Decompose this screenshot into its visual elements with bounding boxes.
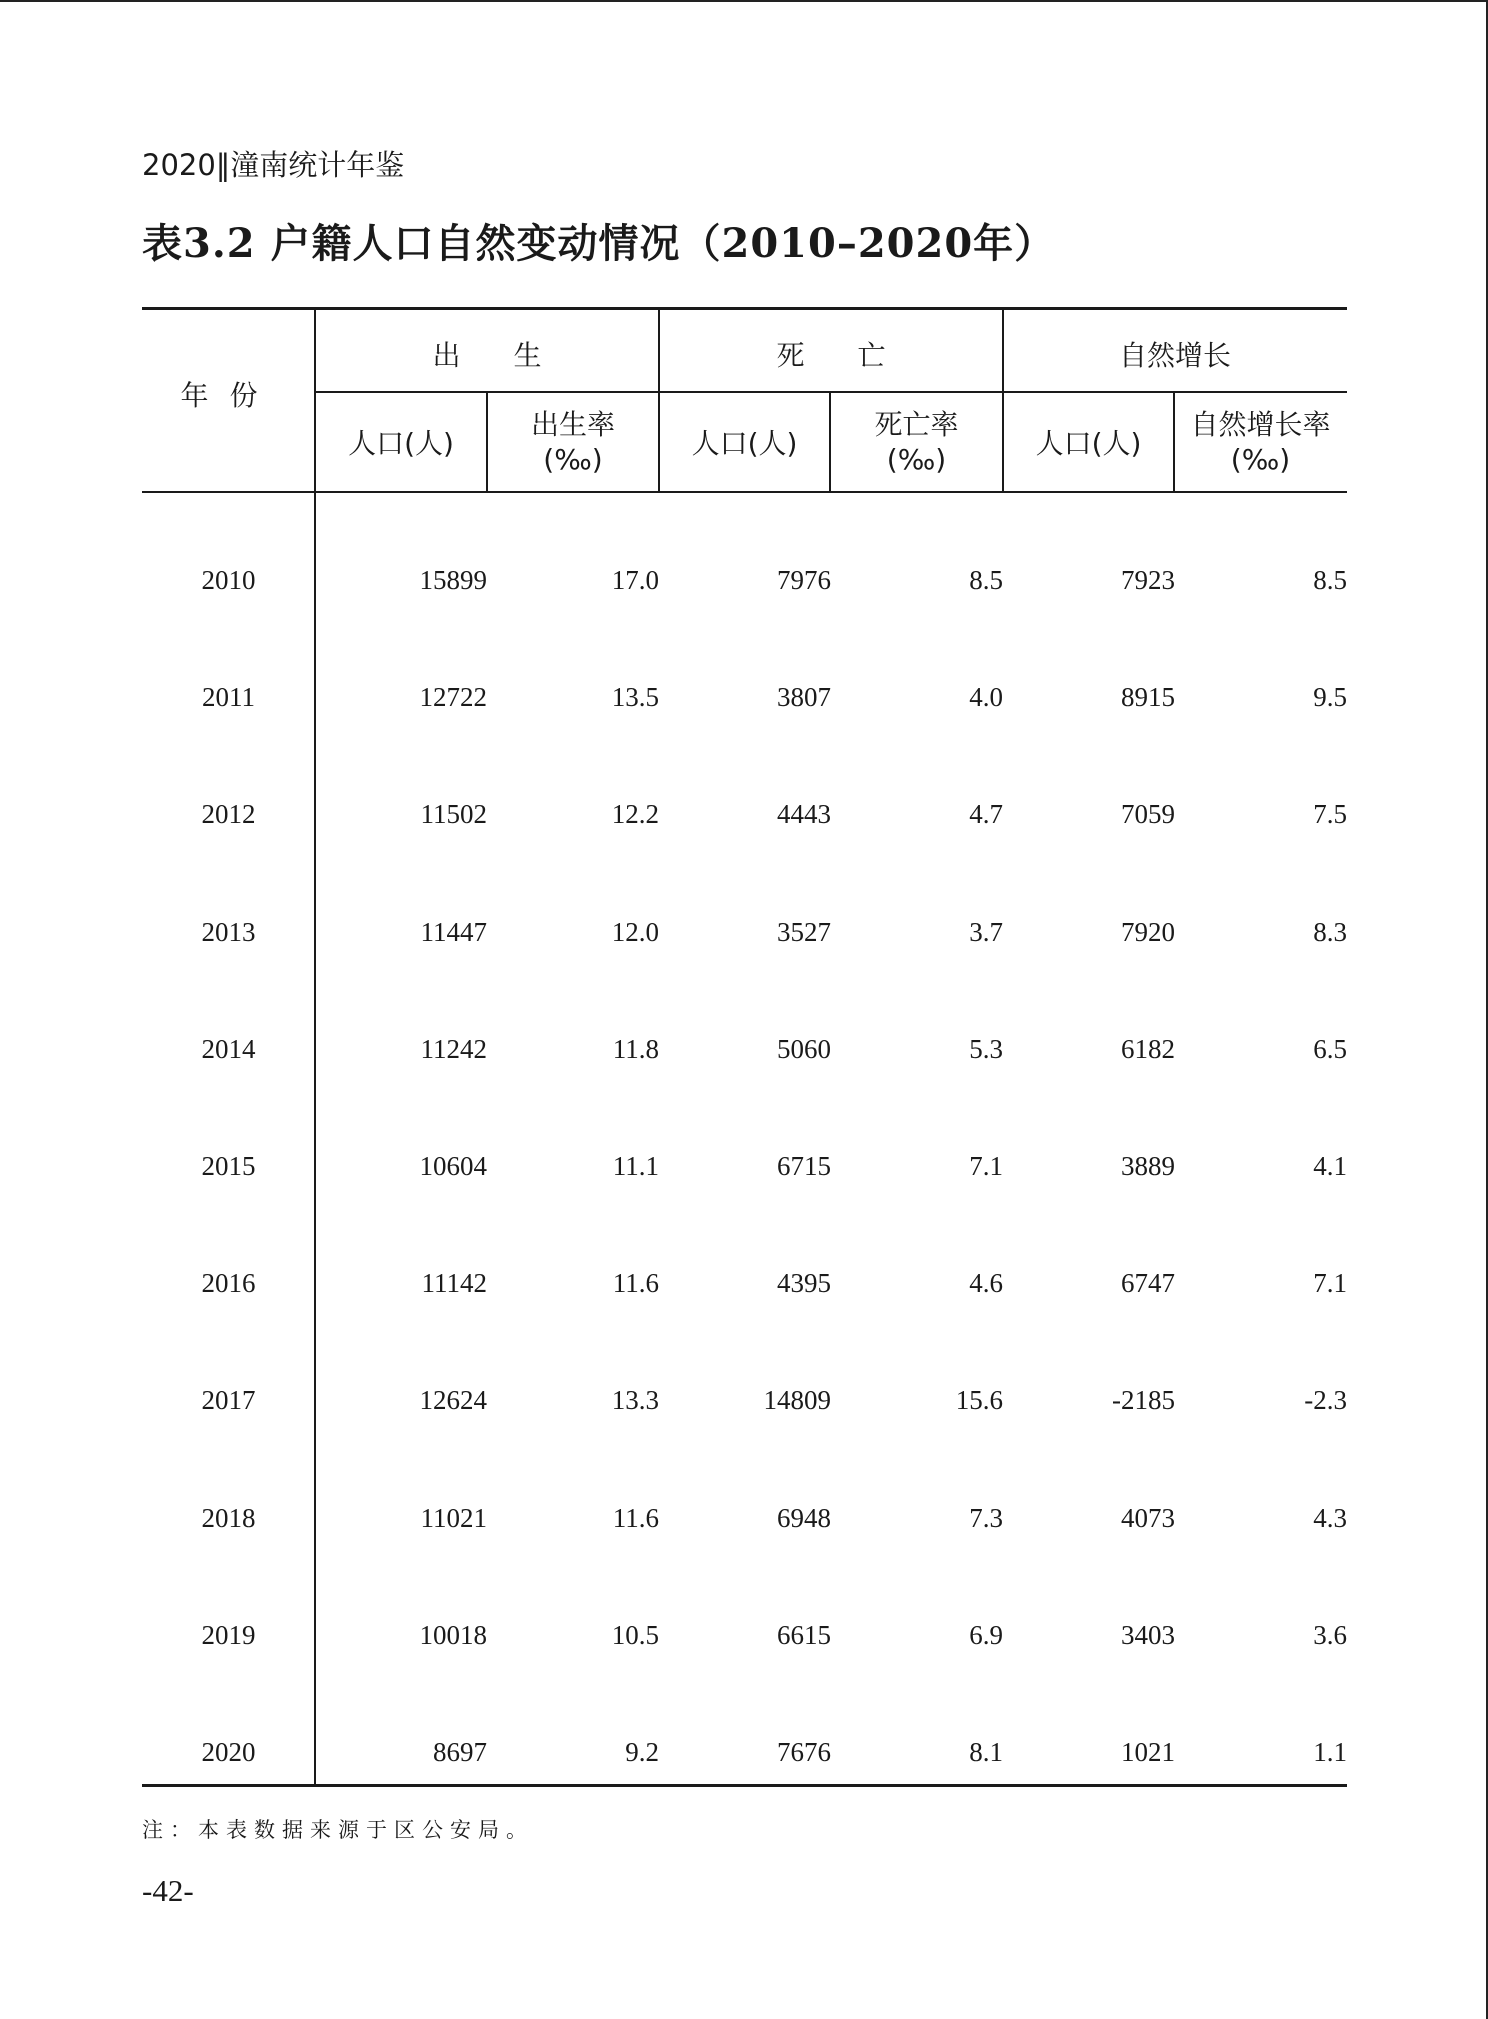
subheader-birth-population: 人口(人) <box>348 427 454 460</box>
cell-natural-growth-rate: 7.5 <box>1313 799 1347 830</box>
cell-death-population: 6948 <box>777 1502 831 1533</box>
cell-birth-rate: 9.2 <box>625 1737 659 1767</box>
header-bottom-rule <box>142 491 1347 493</box>
page-number: -42- <box>142 1873 194 1908</box>
cell-birth-population: 8697 <box>433 1737 487 1767</box>
table-top-rule <box>142 307 1347 310</box>
cell-birth-population: 12624 <box>419 1385 487 1416</box>
cell-natural-growth: 7920 <box>1121 916 1175 947</box>
subheader-unit: (‰) <box>1230 443 1291 476</box>
cell-year: 2020 <box>201 1737 256 1767</box>
cell-natural-growth: 6747 <box>1121 1268 1175 1299</box>
cell-year: 2017 <box>201 1385 256 1416</box>
cell-year: 2015 <box>201 1151 256 1181</box>
subheader-growth-rate <box>1174 407 1347 477</box>
cell-natural-growth-rate: 8.3 <box>1313 916 1347 947</box>
cell-death-population: 6615 <box>777 1619 831 1650</box>
cell-year: 2011 <box>202 682 255 713</box>
cell-death-population: 6715 <box>777 1151 831 1181</box>
table-row <box>0 1146 1488 1186</box>
cell-natural-growth-rate: 8.5 <box>1313 565 1347 595</box>
table-row <box>0 1263 1488 1303</box>
cell-birth-population: 10018 <box>419 1619 487 1650</box>
cell-death-rate: 6.9 <box>969 1619 1003 1650</box>
subheader-label: 出生率 <box>530 408 615 441</box>
subheader-death-population: 人口(人) <box>691 427 798 460</box>
cell-birth-rate: 11.6 <box>612 1502 659 1533</box>
cell-death-rate: 5.3 <box>969 1033 1003 1064</box>
cell-natural-growth-rate: 7.1 <box>1313 1268 1347 1299</box>
cell-birth-rate: 12.0 <box>611 916 659 947</box>
cell-year: 2016 <box>201 1268 256 1299</box>
subheader-unit: (‰) <box>886 443 947 476</box>
cell-death-population: 7976 <box>777 565 831 595</box>
table-row <box>0 1615 1488 1655</box>
group-header-birth: 出 生 <box>432 339 542 372</box>
cell-birth-population: 11447 <box>420 916 487 947</box>
cell-natural-growth: -2185 <box>1112 1385 1175 1416</box>
subheader-death-rate <box>830 407 1003 477</box>
group-header-natural-growth: 自然增长 <box>1118 339 1231 372</box>
cell-death-rate: 7.3 <box>969 1502 1003 1533</box>
cell-death-population: 3807 <box>777 682 831 713</box>
cell-birth-rate: 11.6 <box>612 1268 659 1299</box>
cell-natural-growth: 3889 <box>1121 1151 1175 1181</box>
cell-year: 2014 <box>201 1033 256 1064</box>
cell-death-population: 4443 <box>777 799 831 830</box>
cell-natural-growth: 8915 <box>1121 682 1175 713</box>
table-row <box>0 1029 1488 1069</box>
cell-year: 2013 <box>201 916 256 947</box>
cell-birth-rate: 13.5 <box>611 682 659 713</box>
cell-natural-growth: 1021 <box>1121 1737 1175 1767</box>
table-row <box>0 794 1488 834</box>
cell-natural-growth-rate: 1.1 <box>1313 1737 1347 1767</box>
cell-death-population: 5060 <box>777 1033 831 1064</box>
cell-natural-growth-rate: 4.3 <box>1313 1502 1347 1533</box>
cell-death-rate: 15.6 <box>955 1385 1003 1416</box>
cell-birth-population: 11021 <box>420 1502 487 1533</box>
cell-death-rate: 3.7 <box>969 916 1003 947</box>
table-row <box>0 677 1488 717</box>
cell-natural-growth-rate: 9.5 <box>1313 682 1347 713</box>
table-bottom-rule <box>142 1784 1347 1787</box>
cell-natural-growth-rate: 3.6 <box>1313 1619 1347 1650</box>
cell-natural-growth: 3403 <box>1121 1619 1175 1650</box>
table-row <box>0 912 1488 952</box>
cell-birth-rate: 12.2 <box>611 799 659 830</box>
cell-natural-growth: 6182 <box>1121 1033 1175 1064</box>
subheader-label: 自然增长率 <box>1190 408 1331 441</box>
cell-birth-rate: 11.8 <box>612 1033 659 1064</box>
cell-death-population: 7676 <box>777 1737 831 1767</box>
source-note: 注：本表数据来源于区公安局。 <box>142 1818 534 1842</box>
year-column-header: 年 份 <box>180 379 258 412</box>
cell-birth-population: 11242 <box>420 1033 487 1064</box>
cell-birth-population: 10604 <box>419 1151 487 1181</box>
table-row <box>0 560 1488 600</box>
cell-death-population: 14809 <box>763 1385 831 1416</box>
running-title: 2020‖潼南统计年鉴 <box>142 148 405 182</box>
cell-death-rate: 7.1 <box>969 1151 1003 1181</box>
cell-birth-population: 11502 <box>420 799 487 830</box>
cell-year: 2019 <box>201 1619 256 1650</box>
cell-year: 2010 <box>201 565 256 595</box>
cell-birth-rate: 17.0 <box>611 565 659 595</box>
cell-birth-rate: 11.1 <box>612 1151 659 1181</box>
cell-birth-population: 15899 <box>419 565 487 595</box>
cell-death-rate: 4.7 <box>969 799 1003 830</box>
cell-natural-growth: 7059 <box>1121 799 1175 830</box>
table-row <box>0 1498 1488 1538</box>
cell-death-population: 3527 <box>777 916 831 947</box>
cell-death-rate: 4.0 <box>969 682 1003 713</box>
cell-year: 2012 <box>201 799 256 830</box>
cell-death-rate: 8.1 <box>969 1737 1003 1767</box>
table-row <box>0 1380 1488 1420</box>
cell-birth-population: 12722 <box>419 682 487 713</box>
cell-birth-rate: 13.3 <box>611 1385 659 1416</box>
subheader-growth-population: 人口(人) <box>1035 427 1142 460</box>
cell-natural-growth-rate: 4.1 <box>1313 1151 1347 1181</box>
cell-death-population: 4395 <box>777 1268 831 1299</box>
cell-natural-growth-rate: -2.3 <box>1304 1385 1347 1416</box>
group-header-death: 死 亡 <box>776 339 886 372</box>
cell-birth-population: 11142 <box>421 1268 487 1299</box>
subheader-birth-rate <box>487 407 659 477</box>
cell-death-rate: 4.6 <box>969 1268 1003 1299</box>
cell-death-rate: 8.5 <box>969 565 1003 595</box>
cell-natural-growth: 7923 <box>1121 565 1175 595</box>
subheader-label: 死亡率 <box>874 408 959 441</box>
subheader-unit: (‰) <box>543 443 603 476</box>
cell-year: 2018 <box>201 1502 256 1533</box>
cell-birth-rate: 10.5 <box>611 1619 659 1650</box>
cell-natural-growth: 4073 <box>1121 1502 1175 1533</box>
cell-natural-growth-rate: 6.5 <box>1313 1033 1347 1064</box>
table-title: 表3.2 户籍人口自然变动情况（2010–2020年） <box>142 220 1056 267</box>
group-header-rule <box>315 391 1347 393</box>
table-row <box>0 1732 1488 1772</box>
